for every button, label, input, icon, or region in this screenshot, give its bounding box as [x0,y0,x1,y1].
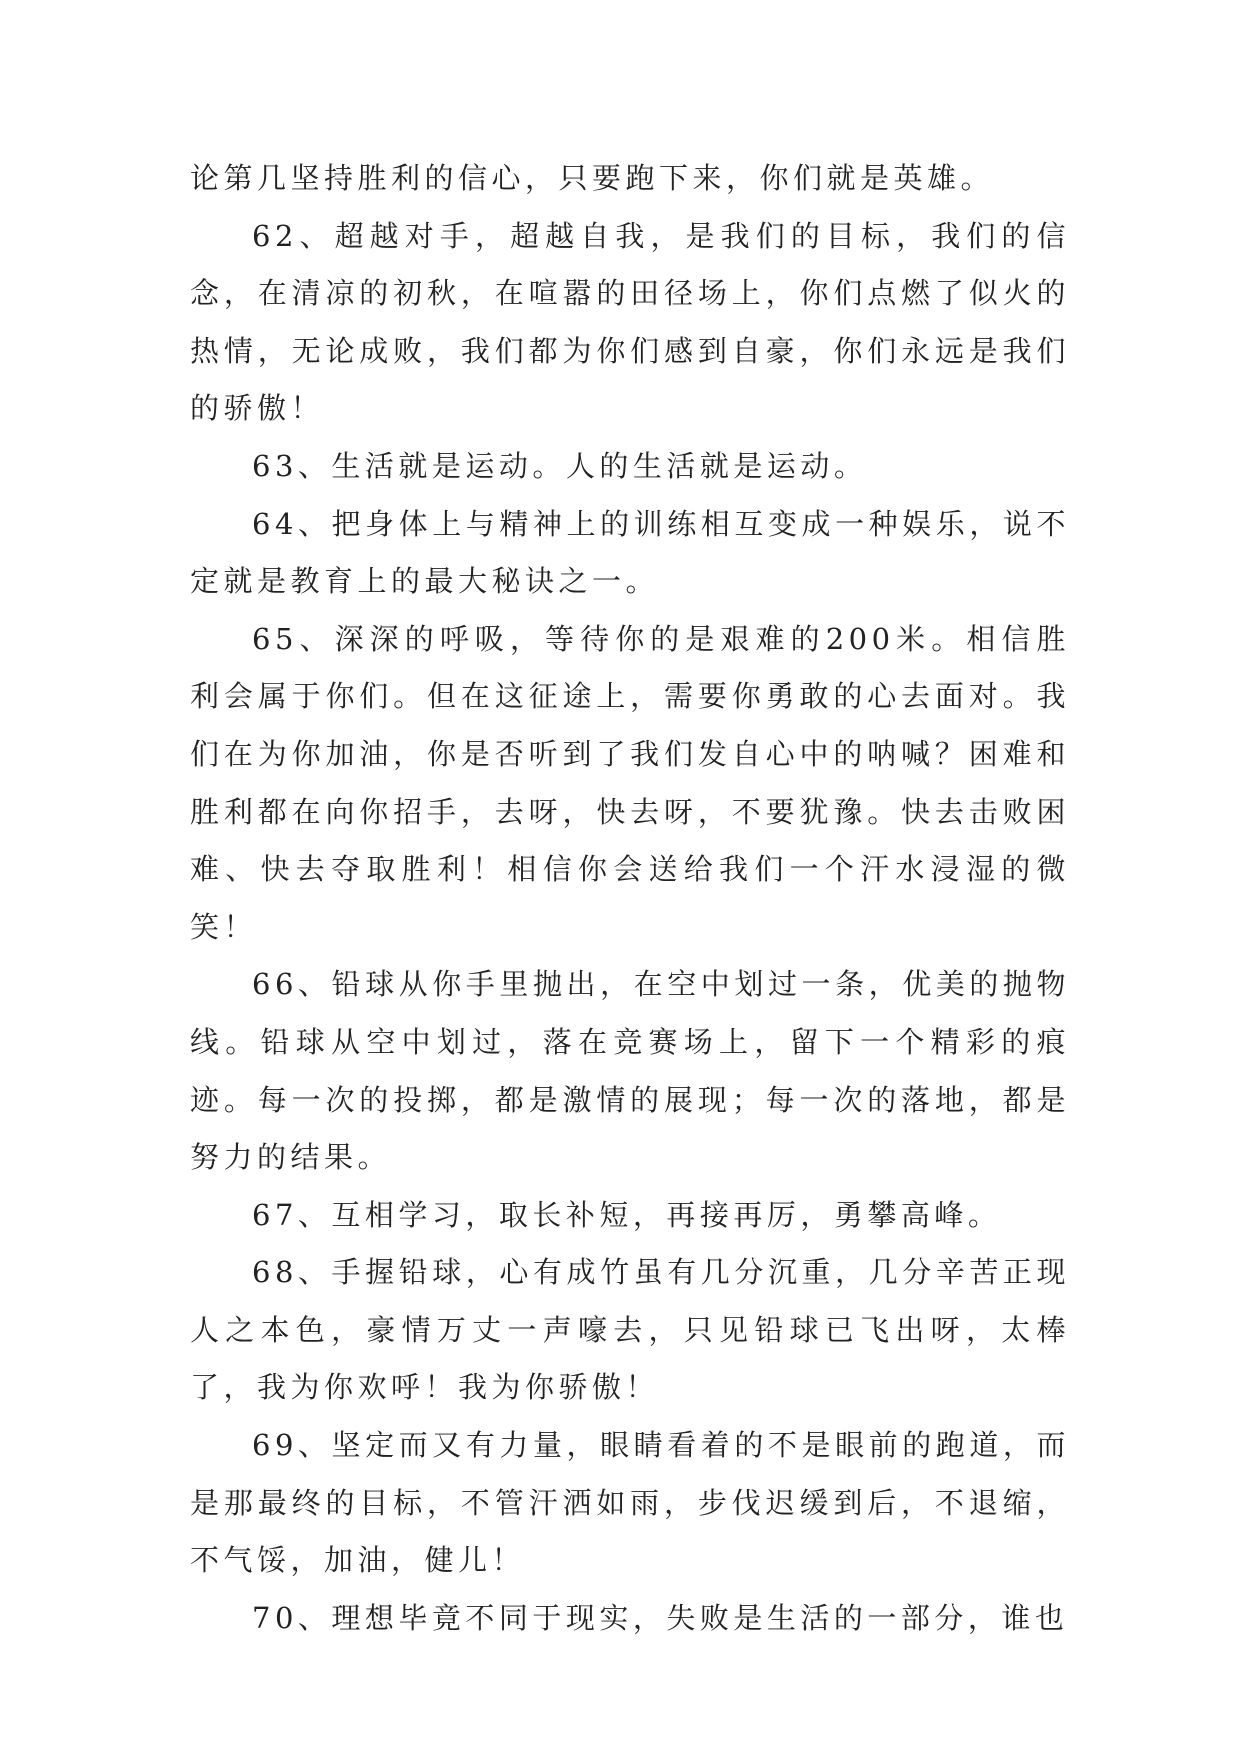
paragraph-70: 70、理想毕竟不同于现实，失败是生活的一部分，谁也 [252,1600,1069,1635]
paragraph-68: 68、手握铅球，心有成竹虽有几分沉重，几分辛苦正现人之本色，豪情万丈一声嚎去，只见铅球已飞出呀，太棒了，我为你欢呼！我为你骄傲！ [190,1255,1070,1405]
paragraph-65: 65、深深的呼吸，等待你的是艰难的200米。相信胜利会属于你们。但在这征途上，需要你勇敢的心去面对。我们在为你加油，你是否听到了我们发自心中的呐喊？困难和胜利都在向你招手，去呀，快去呀，不要犹豫。快去击败困难、快去夺取胜利！相信你会送给我们一个汗水浸湿的微笑！ [190,621,1070,944]
paragraph-62: 62、超越对手，超越自我，是我们的目标，我们的信念，在清凉的初秋，在喧嚣的田径场上，你们点燃了似火的热情，无论成败，我们都为你们感到自豪，你们永远是我们的骄傲！ [190,218,1070,426]
paragraph-continuation: 论第几坚持胜利的信心，只要跑下来，你们就是英雄。 [190,161,995,195]
document-body [190,150,1070,1647]
paragraph-63: 63、生活就是运动。人的生活就是运动。 [252,448,868,483]
paragraph-64: 64、把身体上与精神上的训练相互变成一种娱乐，说不定就是教育上的最大秘诀之一。 [190,506,1070,599]
paragraph-69: 69、坚定而又有力量，眼睛看着的不是眼前的跑道，而是那最终的目标，不管汗洒如雨，步伐迟缓到后，不退缩，不气馁，加油，健儿！ [190,1428,1070,1578]
paragraph-67: 67、互相学习，取长补短，再接再厉，勇攀高峰。 [252,1197,1002,1232]
paragraph-66: 66、铅球从你手里抛出，在空中划过一条，优美的抛物线。铅球从空中划过，落在竞赛场上，留下一个精彩的痕迹。每一次的投掷，都是激情的展现；每一次的落地，都是努力的结果。 [190,967,1070,1175]
